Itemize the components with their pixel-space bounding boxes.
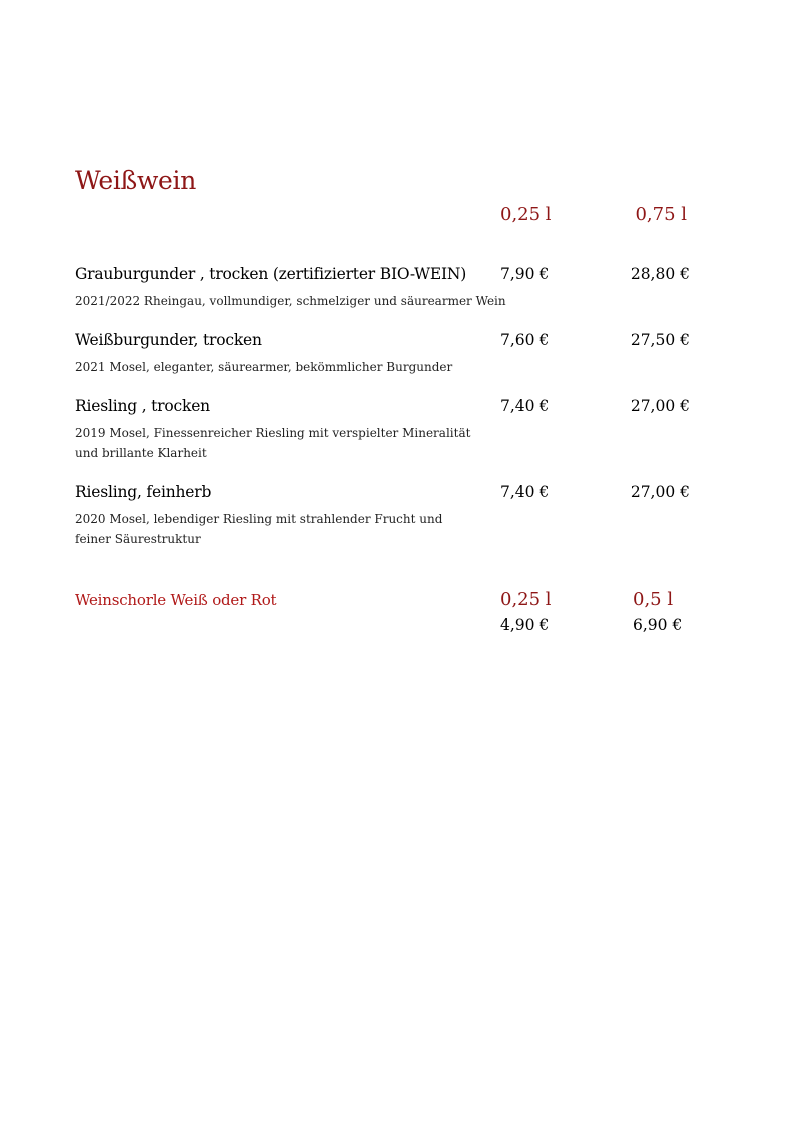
wine-price-large: 27,00 € — [630, 397, 690, 415]
wine-name: Weißburgunder, trocken — [75, 331, 262, 349]
wine-price-large: 27,00 € — [630, 483, 690, 501]
schorle-size-large: 0,5 l — [633, 589, 674, 610]
wine-price-large: 27,50 € — [630, 331, 690, 349]
wine-price-small: 7,40 € — [500, 483, 550, 501]
wine-description — [75, 291, 506, 311]
wine-price-small: 7,90 € — [500, 265, 550, 283]
wine-price-small: 7,60 € — [500, 331, 550, 349]
wine-name: Riesling, feinherb — [75, 483, 212, 501]
wine-description — [75, 509, 442, 549]
wine-description — [75, 357, 452, 377]
wine-description-line: 2019 Mosel, Finessenreicher Riesling mit verspielter Mineralität — [75, 426, 471, 440]
wine-description-line: 2021 Mosel, eleganter, säurearmer, bekömmlicher Burgunder — [75, 360, 453, 374]
schorle-price-large: 6,90 € — [633, 616, 683, 634]
wine-description-line: 2020 Mosel, lebendiger Riesling mit strahlender Frucht und — [75, 512, 443, 526]
schorle-name: Weinschorle Weiß oder Rot — [75, 591, 277, 609]
wine-price-large: 28,80 € — [630, 265, 690, 283]
size-header-large: 0,75 l — [635, 204, 687, 225]
wine-description-line: und brillante Klarheit — [75, 446, 207, 460]
wine-price-small: 7,40 € — [500, 397, 550, 415]
size-header-small: 0,25 l — [500, 204, 552, 225]
wine-description-line: feiner Säurestruktur — [75, 532, 201, 546]
wine-description — [75, 423, 470, 463]
section-title: Weißwein — [75, 166, 197, 195]
schorle-size-small: 0,25 l — [500, 589, 552, 610]
wine-description-line: 2021/2022 Rheingau, vollmundiger, schmelziger und säurearmer Wein — [75, 294, 506, 308]
wine-name: Riesling , trocken — [75, 397, 210, 415]
wine-name: Grauburgunder , trocken (zertifizierter BIO-WEIN) — [75, 265, 467, 283]
schorle-price-small: 4,90 € — [500, 616, 550, 634]
